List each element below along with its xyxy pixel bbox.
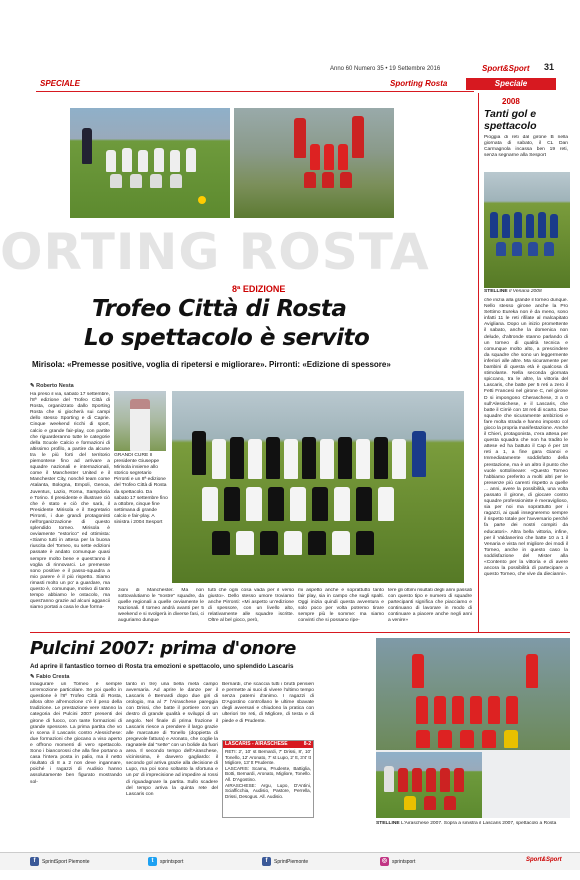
- page-header: [0, 62, 580, 76]
- article-column-3: tutti che ogni cosa vada per il verso giusto». Dello stesso umore troviamo anche Pirronti: «Mi aspetto un'edizione di spessore, con un livello alto, relativamente alle squadre iscritte. Oltre al bel gioco, però,: [208, 588, 294, 624]
- pulcini-column-2: tanto in tre) una bella metà campo avversaria. Ad aprire le danze per il Lascaris è Bernardi dopo due giri di orologio, ma al 7' l'Airaschese pareggia con Drissi, che batte il portiere con un destro di grande qualità e sviluppi di un angolo. Nel finale di prima frazione il Lascaris riesce a prendere il largo grazie alle marcature di Tonello (doppietta di pregevole fattura) e Aronato, che coglie la ragnatele dal "sette" con un bolide da fuori area. Il secondo tempo dell'Airaschese, vicinissima, è davvero gagliardo: il secondo gol arriva grazie alla decisione di Lupo, ma poi sono soltanto la sfortuna e un po' di imprecisione ad impedire ai rossi di riguadagnare la partita. Sullo scadere del tempo arriva la quinta rete del Lascaris con: [126, 682, 218, 797]
- sidebar-intro: Pioggia di reti dal girone B nella giornata di sabato, il CL Dan Carmagnola incassa ben 19 reti, senza segnarne alla Sesport: [484, 135, 568, 159]
- article-column-2: zioni di Manchester. Ma non sottovalutiamo le "nostre" squadre, da quelle regionali a quelle ovviamente le Nazionali. Il torneo andrà avanti per 5 weekend e si svolgerà in diverse fasi, ci auguriamo dunque: [118, 588, 204, 624]
- sidebar-caption-text: Il Venaria 2008: [509, 289, 542, 294]
- brand-logo: Sport&Sport: [482, 64, 530, 73]
- match-table-body: [223, 748, 313, 800]
- pulcini-caption-label: STELLINE: [376, 821, 400, 826]
- sidebar-photo: [484, 172, 570, 288]
- page-number: 31: [544, 62, 555, 72]
- facebook-icon: f: [30, 857, 39, 866]
- match-reti: RETI: 2', 10' st Bernardi, 7' Drissi, 8', 10' Tonello, 12' Aronato, 7' st Lupo, 2' tt, 3'4' tt Migliore, 13' tt Prudente.: [225, 749, 311, 766]
- pencil-icon: ✎: [30, 674, 37, 680]
- page-footer: [0, 852, 580, 870]
- section-tag-left: SPECIALE: [40, 79, 81, 88]
- president-photo: [114, 391, 166, 451]
- section-tag-right: Speciale: [466, 78, 556, 90]
- footer-social-2[interactable]: [262, 857, 308, 866]
- article-column-4: mi aspetto anche e soprattutto tanto fair play, sia in campo che sugli spalti. Oggi inizia quindi questa avventura e solo poco per volta potremo tirare sempre più le somme: ma siamo convinti che si possano ripe-: [298, 588, 384, 624]
- match-teams: LASCARIS - AIRASCHESE: [225, 741, 288, 747]
- team-photo-top-left: [70, 108, 230, 218]
- section-divider: [30, 632, 570, 633]
- pulcini-subtitle: Ad aprire il fantastico torneo di Rosta tra emozioni e spettacolo, uno splendido Lascaris: [30, 663, 294, 670]
- issue-info: Anno 60 Numero 35 • 19 Settembre 2016: [330, 66, 441, 72]
- article-subtitle: Mirisola: «Premesse positive, voglia di ripetersi e migliorare». Pirronti: «Edizione di spessore»: [32, 360, 391, 369]
- article-title-line1: Trofeo Città di Rosta: [92, 296, 347, 322]
- team-photo-main: [172, 391, 464, 583]
- team-photo-top-center: [234, 108, 394, 218]
- match-airaschese-lineup: AIRASCHESE: Argu, Lupo, D'Antini, Sciafficchia, Audisio, Pastore, Perrella, Drissi, Desogus. All. Audisio.: [225, 782, 311, 799]
- article-column-5: tere gli ottimi risultati degli anni passati con questo tipo e numero di squadre partecipanti significa che piacciamo e continuano di lavorare in modo di continuare a piacere anche negli anni a venire»: [388, 588, 472, 624]
- pulcini-author: Fabio Cresta: [36, 674, 70, 680]
- header-divider: [36, 91, 474, 92]
- facebook-icon: f: [262, 857, 271, 866]
- twitter-icon: t: [148, 857, 157, 866]
- footer-social-3[interactable]: [380, 857, 415, 866]
- section-name: Sporting Rosta: [390, 79, 448, 88]
- footer-social-0[interactable]: [30, 857, 90, 866]
- match-table: [222, 740, 314, 818]
- pulcini-column-3: Bernardi, che scaccia tutti i brutti pensieri e permette ai suoi di vivere l'ultimo tempo senza patemi d'animo. I ragazzi di D'Agostino controllano le ultime sbavate degli avversari e chiudono la pratica con ulteriori tre reti, di Migliore, di testa e di piede e di Prudente.: [222, 682, 314, 724]
- lascaris-photo: [376, 752, 482, 818]
- pencil-icon: ✎: [30, 383, 37, 389]
- sidebar-caption-label: STELLINE: [484, 289, 508, 294]
- match-table-header: [223, 741, 313, 748]
- pulcini-title: Pulcini 2007: prima d'onore: [30, 638, 296, 659]
- background-watermark: ORTING ROSTA: [0, 226, 430, 278]
- article-title-line2: Lo spettacolo è servito: [84, 325, 370, 351]
- footer-brand: Sport&Sport: [526, 857, 562, 863]
- sidebar-title: Tanti gol e spettacolo: [484, 108, 537, 132]
- footer-social-label: sprintsport: [160, 858, 184, 865]
- sidebar-body: che inizia alla grande il torneo dunque. Nello stesso girone anche la Pro Settimo Eureka non è da meno, sono infatti 11 le reti rifilate al malcapitato Avigliana. Dopo un inizio promettente il sabato, anche la domenica non delude, d'altronde stanno parlando di un torneo di qualità tecnica e comunque molto alto, a prescindere da squadre che sono un leggermente inferiori alle altre. Ma sicuramente per bambini di questa età è qualcosa di stimolante. Nella seconda giornata spiccano, tra le altre, la vittoria del Lascaris, che batte per 5 reti a zero il Fetti Francesi nel girone C, nel girone D si impongono Cheraschese, 3 a 0 sull'Alessichese, e il Lascaris, che batte il Cirriè con 18 reti di scarto. Due squadre che sicuramente ambiziosi e fare molta strada e hanno imposto col gioco la propria manifestazione. Anche il Chieri, protagonista, c'era attesa per questa squadra che non ha tradito le attese ed ha battuto il Cap é per 18 reti a 1, a fine gara Gianoi e Immediatamente soddisfatto della prestazione, ma è un altro il punto che vuole sottolineare: «Questo Torneo l'abbiamo preferito a molti altri per le presenze più carenti rispetto a quelle ... anni, avere la possibilità, una volta passato il girone, di giocare contro squadre professioniste è meraviglioso, sia per noi ma soprattutto per i ragazzi, ai quali insegneremo sempre il rispetto totale per l'avversario perché fa parte dei nostri compiti da educatori». Altra bella vittoria, infine, per il Valdanerino che batte 10 a 1 il Venaria e vista nel migliore dei modi il Torneo, anche in questo caso la soddisfazione del Mister alla «Contento per la vittoria e di avere ancora la possibilità di partecipare a questo Torneo, che vive da diecianni».: [484, 298, 568, 578]
- footer-social-1[interactable]: [148, 857, 183, 866]
- match-score: 8-2: [303, 741, 311, 747]
- footer-social-label: SprintPiemonte: [274, 858, 309, 865]
- sidebar-year: 2008: [502, 97, 520, 106]
- pulcini-photo-caption: [376, 821, 570, 828]
- instagram-icon: ◎: [381, 858, 388, 864]
- edition-label: 8ª EDIZIONE: [232, 284, 286, 294]
- pulcini-column-1: Inaugurare un Torneo è sempre un'emozione particolare. Se poi quello in questione è l'8º Trofeo Città di Rosta, allora oltre all'emozione c'è il peso della tradizione. Le prestazione vere stanno la categoria dei Pulcini 2007 presenti dei girone di fuoco, con tante formazioni di grande spessore. La prima partita che vo in scena il Lascaris contro Alessichese: due formazioni che giocano a viso aperto e offrono momenti di vero spettacolo. Sono i biancorossi che alla fine portano a casa l'intera posta in palio, ma il netto risultato di 8 a 2 non deve ingannare, poiché i ragazzi di Audisio hanno assolutamente ben figurato mostrando sol-: [30, 682, 122, 785]
- president-caption: GRANDI CURE Il presidente Giuseppe Mirisola insieme allo storico segretario Pirronti e un 8ª edizione del Trofeo Città di Rosta da spettacolo. Da sabato 17 settembre fino a ottobre, cinque fine settimana di grande calcio e fair-play. A sinistra i 2004 Sesport: [114, 453, 168, 526]
- pulcini-byline: [30, 674, 69, 680]
- footer-social-label: SprintSport Piemonte: [42, 858, 90, 865]
- author-name: Roberto Nesta: [36, 383, 74, 389]
- section-bar: [0, 78, 580, 90]
- article-byline: [30, 383, 74, 389]
- sidebar-photo-caption: [484, 289, 570, 296]
- sidebar-divider: [478, 93, 479, 633]
- pulcini-caption-text: L'Airaschese 2007. Sopra a sinistra il Lascaris 2007, spettacolo a Rosta: [401, 821, 557, 826]
- article-column-1: Ha preso il via, sabato 17 settembre, l'8ª edizione del Trofeo Città di Rosta, organizzato dallo Sporting Rosta che si giocherà sui campi dello stesso Sporting e di Caprie. Cinque weekend ricchi di sport, calcio e grande fair-play, con partite che riguarderanno tutte le categorie della Scuole Calcio e formazioni di altissimo profilo, a partire da alcune tra le più forti del territorio piemontese fino ad arrivare a squadre nazionali e internazionali, come il Manchester United e il Manchester City, nonché team come Atalanta, Bologna, Empoli, Genoa, Juventus, Lazio, Roma, Sampdoria e Torino. Il presidente e illustrare ciò che è stato e ciò che sarà, il Presidente Mirisola e il Segretario Pirronti, i due grandi protagonisti nell'organizzazione di questo splendido torneo. Mirisola è ovviamente "estorico" ed ottimista: «Siamo tutti in attesa per la buona riuscita del Torneo, su sette edizioni passate è andato comunque quasi sempre molto bene e quest'anno il voglia di rinnovarci. Le premesse sono positive e il passo-squadra a mio parere è il più rispetto. Siamo rimasti molto un po' a guardare, ma questo è, comunque, motivo di tanto tempo abbiamo le ostacolo, ma quest'anno grazie ad alcuni aggancii siamo portati a casa le due forma-: [30, 392, 110, 611]
- footer-social-label: sprintsport: [392, 858, 416, 865]
- match-lascaris-lineup: LASCARIS: Scamu, Prudente, Battiglia, Botti, Bernardi, Aronato, Migliore, Tonello. All. D'Agostino.: [225, 765, 311, 782]
